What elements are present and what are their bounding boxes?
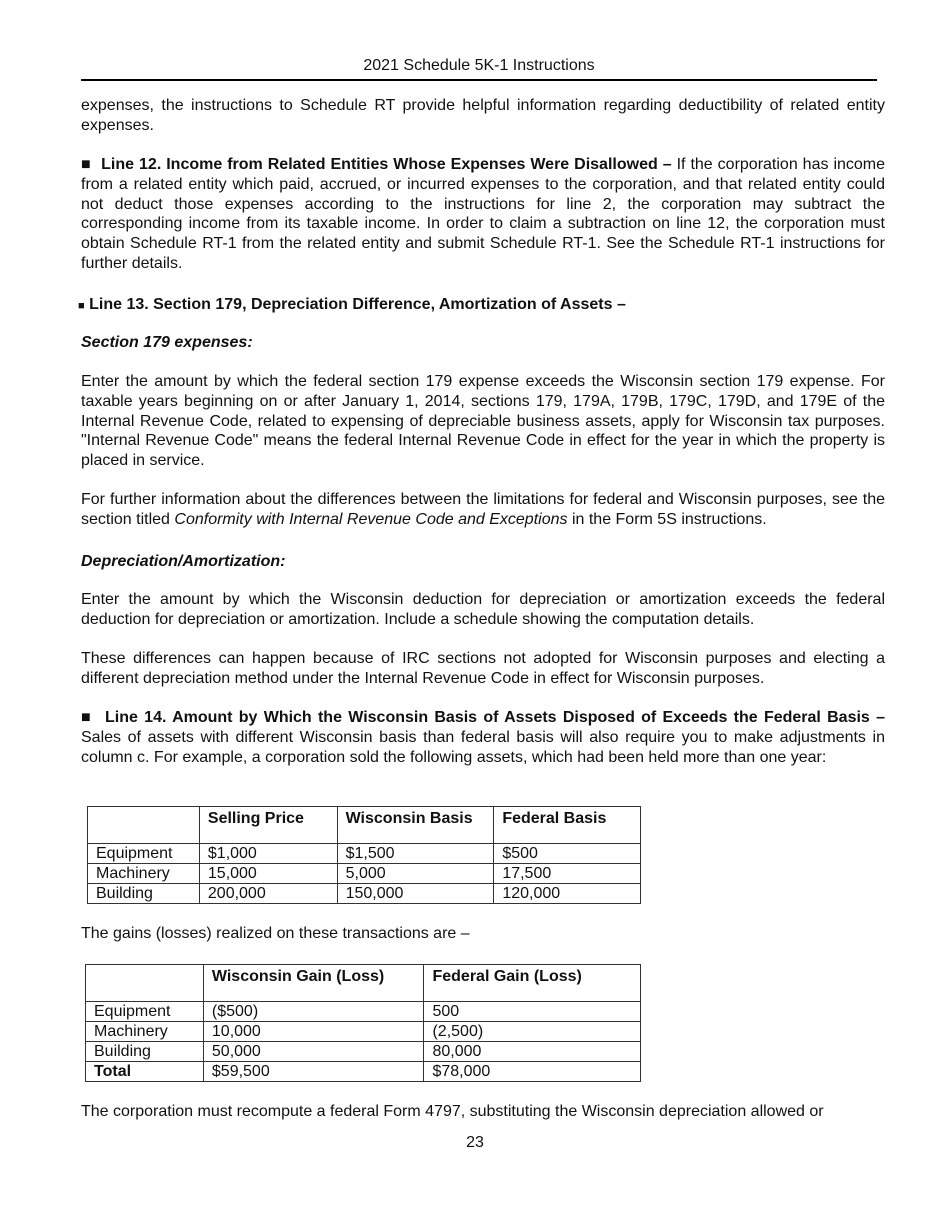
cell: Building <box>86 1042 204 1062</box>
depreciation-differences-paragraph: These differences can happen because of IRC sections not adopted for Wisconsin purposes and electing a different depreciation method under the Internal Revenue Code in effect for Wisconsin purposes. <box>81 650 885 687</box>
cell: 17,500 <box>494 864 641 884</box>
cell: 120,000 <box>494 884 641 904</box>
table-total-row <box>86 1062 641 1082</box>
table-row <box>86 1022 641 1042</box>
header-cell: Selling Price <box>199 807 337 844</box>
section179-conformity-paragraph <box>81 490 885 530</box>
line14-text: Sales of assets with different Wisconsin basis than federal basis will also require you to make adjustments in column c. For example, a corporation sold the following assets, which had been held more than one year: <box>81 728 885 766</box>
table-row <box>88 884 641 904</box>
cell: Machinery <box>88 864 200 884</box>
table-row <box>88 864 641 884</box>
text: For further information about the differences between the limitations for federal and Wisconsin purposes, see the section titled <box>81 491 885 528</box>
header-cell <box>86 965 204 1002</box>
cell: 500 <box>424 1002 641 1022</box>
line12-text: If the corporation has income from a related entity which paid, accrued, or incurred expenses to the corporation, and that related entity could not deduct those expenses according to the instructions for line 2, the corporation may subtract the corresponding income from its taxable income. In order to claim a subtraction on line 12, the corporation must obtain Schedule RT-1 from the related entity and submit Schedule RT-1. See the Schedule RT-1 instructions for further details. <box>81 156 886 272</box>
cell: (2,500) <box>424 1022 641 1042</box>
table-header-row <box>88 807 641 844</box>
cell: $59,500 <box>203 1062 424 1082</box>
cell: Building <box>88 884 200 904</box>
table-row <box>86 1042 641 1062</box>
line13-heading: Line 13. Section 179, Depreciation Difference, Amortization of Assets – <box>89 296 626 313</box>
table-header-row <box>86 965 641 1002</box>
cell: Equipment <box>86 1002 204 1022</box>
depreciation-paragraph: Enter the amount by which the Wisconsin deduction for depreciation or amortization exceeds the federal deduction for depreciation or amortization. Include a schedule showing the computation details. <box>81 591 885 628</box>
cell: 10,000 <box>203 1022 424 1042</box>
page-number: 23 <box>466 1134 484 1151</box>
paragraph-related-entity: expenses, the instructions to Schedule RT provide helpful information regarding deductibility of related entity expenses. <box>81 97 885 134</box>
cell: Total <box>86 1062 204 1082</box>
cell: 15,000 <box>199 864 337 884</box>
cell: $78,000 <box>424 1062 641 1082</box>
header-cell: Wisconsin Basis <box>337 807 494 844</box>
bullet: ■ <box>81 709 93 726</box>
gains-table <box>85 964 641 1082</box>
section179-paragraph: Enter the amount by which the federal section 179 expense exceeds the Wisconsin section 179 expense. For taxable years beginning on or after January 1, 2014, sections 179, 179A, 179B, 179C, 179D, and 179E of the Internal Revenue Code, related to expensing of depreciable business assets, apply for Wisconsin tax purposes. "Internal Revenue Code" means the federal Internal Revenue Code in effect for the year in which the property is placed in service. <box>81 373 885 470</box>
cell: $1,500 <box>337 844 494 864</box>
text: in the Form 5S instructions. <box>567 510 767 528</box>
depreciation-heading: Depreciation/Amortization: <box>81 553 286 570</box>
cell: 50,000 <box>203 1042 424 1062</box>
cell: 150,000 <box>337 884 494 904</box>
bullet: ■ <box>78 300 85 312</box>
cell: $500 <box>494 844 641 864</box>
table-row <box>88 844 641 864</box>
line13-section <box>78 295 882 317</box>
cell: $1,000 <box>199 844 337 864</box>
header-rule <box>81 79 877 81</box>
form-4797-paragraph: The corporation must recompute a federal Form 4797, substituting the Wisconsin depreciation allowed or <box>81 1103 824 1120</box>
section179-heading: Section 179 expenses: <box>81 334 253 351</box>
bullet: ■ <box>81 156 92 173</box>
line14-heading: Line 14. Amount by Which the Wisconsin Basis of Assets Disposed of Exceeds the Federal Basis – <box>105 709 885 726</box>
cell: 200,000 <box>199 884 337 904</box>
cell: Machinery <box>86 1022 204 1042</box>
conformity-reference: Conformity with Internal Revenue Code and Exceptions <box>174 510 568 528</box>
line14-section <box>81 708 885 767</box>
cell: 5,000 <box>337 864 494 884</box>
cell: 80,000 <box>424 1042 641 1062</box>
header-cell: Wisconsin Gain (Loss) <box>203 965 424 1002</box>
cell: Equipment <box>88 844 200 864</box>
header-cell: Federal Basis <box>494 807 641 844</box>
gains-intro: The gains (losses) realized on these transactions are – <box>81 925 470 942</box>
page-header-title: 2021 Schedule 5K-1 Instructions <box>363 57 595 74</box>
cell: ($500) <box>203 1002 424 1022</box>
line12-section <box>81 155 885 274</box>
header-cell <box>88 807 200 844</box>
basis-table <box>87 806 641 904</box>
line12-heading: Line 12. Income from Related Entities Whose Expenses Were Disallowed – <box>101 156 672 173</box>
table-row <box>86 1002 641 1022</box>
header-cell: Federal Gain (Loss) <box>424 965 641 1002</box>
